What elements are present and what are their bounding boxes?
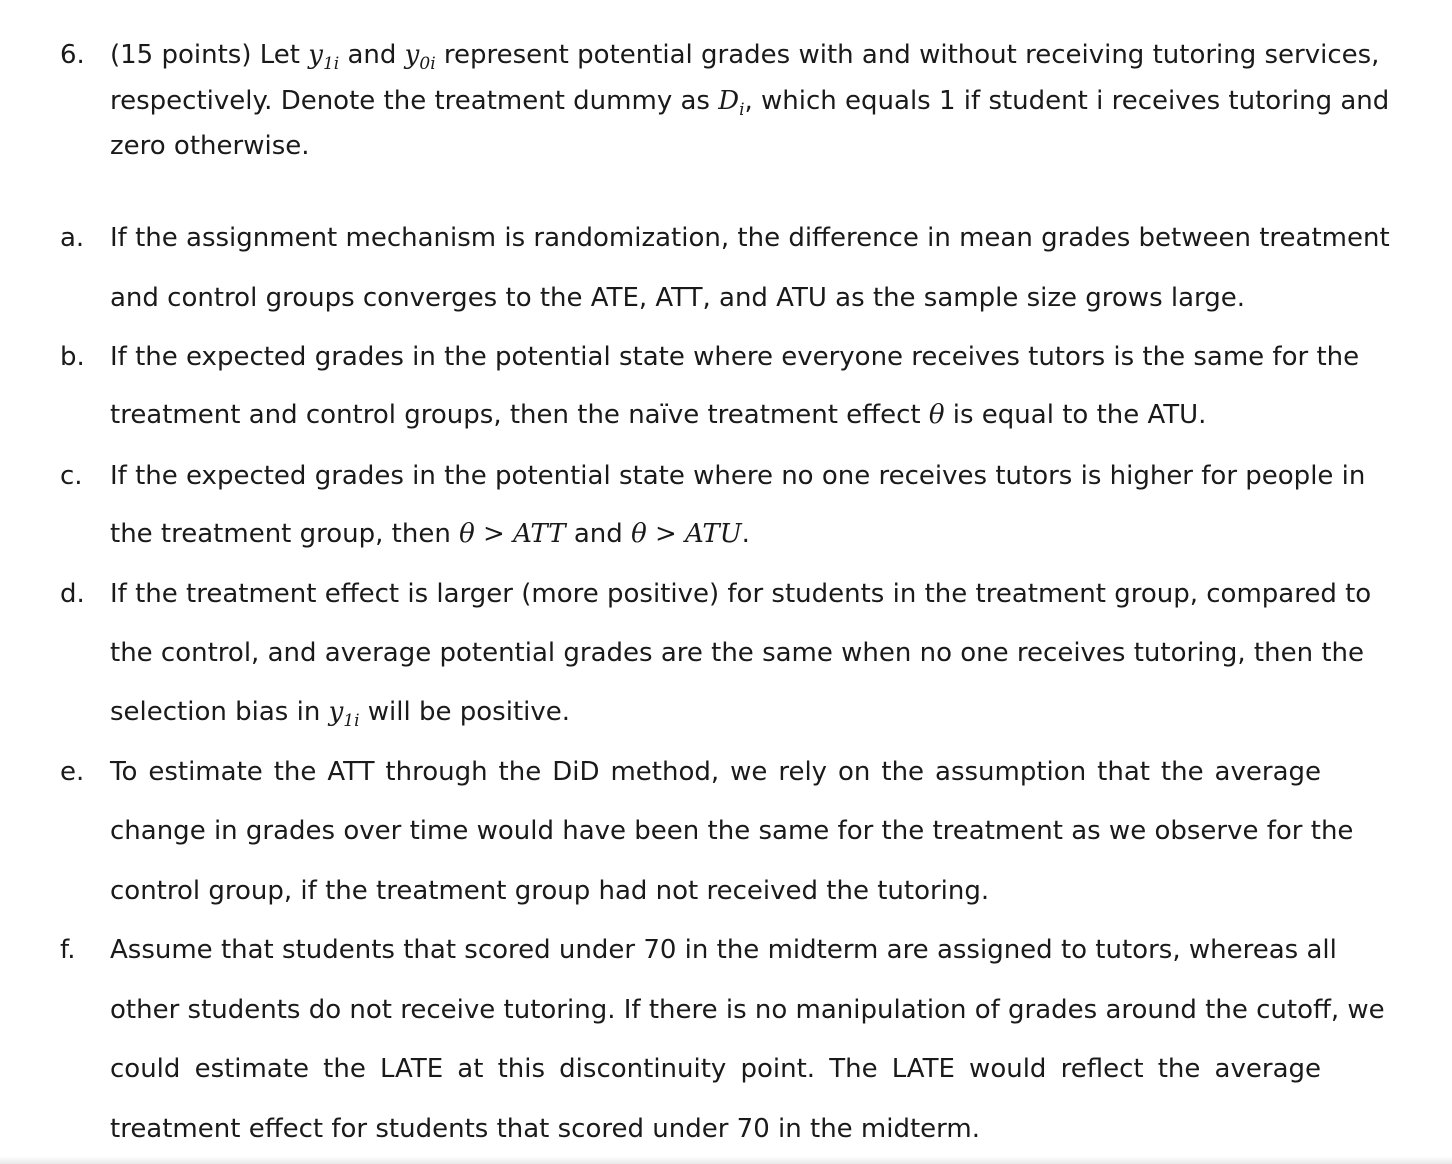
math-atu: ATU bbox=[685, 519, 742, 549]
item-label-f: f. bbox=[60, 935, 76, 965]
item-a-line-1: If the assignment mechanism is randomization, the difference in mean grades between treatment bbox=[110, 223, 1390, 253]
page-bottom-shadow bbox=[0, 1156, 1452, 1164]
item-label-c: c. bbox=[60, 461, 83, 491]
item-a-line-2: and control groups converges to the ATE, ATT, and ATU as the sample size grows large. bbox=[110, 283, 1246, 313]
question-line-2 bbox=[110, 84, 1390, 120]
math-di: $D_i$ bbox=[718, 86, 745, 120]
item-f-line-1: Assume that students that scored under 70 in the midterm are assigned to tutors, whereas all bbox=[110, 935, 1337, 965]
question-line-3: zero otherwise. bbox=[110, 131, 310, 161]
item-c-line-2: the treatment group, then θ > ATT and θ > ATU. bbox=[110, 519, 750, 549]
item-f-line-4: treatment effect for students that scored under 70 in the midterm. bbox=[110, 1114, 980, 1144]
item-d-line-1: If the treatment effect is larger (more positive) for students in the treatment group, compared to bbox=[110, 579, 1372, 609]
item-f-line-3: could estimate the LATE at this discontinuity point. The LATE would reflect the average bbox=[110, 1054, 1321, 1084]
math-theta: θ bbox=[928, 400, 945, 430]
question-text: (15 points) Let bbox=[110, 40, 309, 70]
math-gt: > bbox=[483, 519, 505, 549]
math-att: ATT bbox=[513, 519, 566, 549]
item-d-line-2: the control, and average potential grades are the same when no one receives tutoring, then the bbox=[110, 638, 1365, 668]
math-gt: > bbox=[654, 519, 677, 549]
item-label-d: d. bbox=[60, 579, 85, 609]
question-text: respectively. Denote the treatment dummy as bbox=[110, 86, 719, 116]
question-text: represent potential grades with and without receiving tutoring services, bbox=[443, 40, 1380, 70]
item-e-line-3: control group, if the treatment group had not received the tutoring. bbox=[110, 876, 990, 906]
item-label-b: b. bbox=[60, 342, 85, 372]
question-text: and bbox=[347, 40, 405, 70]
item-e-line-2: change in grades over time would have been the same for the treatment as we observe for the bbox=[110, 816, 1354, 846]
item-f-line-2: other students do not receive tutoring. If there is no manipulation of grades around the cutoff, we bbox=[110, 995, 1385, 1025]
item-e-line-1: To estimate the ATT through the DiD method, we rely on the assumption that the average bbox=[110, 757, 1321, 787]
math-y0i: $y_{0i}$ bbox=[404, 40, 436, 74]
math-y1i: $y_{1i}$ bbox=[308, 40, 340, 74]
item-c-line-1: If the expected grades in the potential state where no one receives tutors is higher for people in bbox=[110, 461, 1366, 491]
item-label-a: a. bbox=[60, 223, 85, 253]
item-d-line-3: selection bias in $y_{1i}$ will be positive. bbox=[110, 697, 571, 731]
math-theta: θ bbox=[459, 519, 475, 549]
question-number: 6. bbox=[60, 40, 85, 70]
item-b-line-1: If the expected grades in the potential state where everyone receives tutors is the same for the bbox=[110, 342, 1360, 372]
item-label-e: e. bbox=[60, 757, 85, 787]
math-theta: θ bbox=[631, 519, 647, 549]
math-y1i: $y_{1i}$ bbox=[328, 697, 360, 731]
item-b-line-2: treatment and control groups, then the naïve treatment effect θ is equal to the ATU. bbox=[110, 400, 1207, 430]
question-text: , which equals 1 if student i receives tutoring and bbox=[744, 86, 1390, 116]
question-line-1 bbox=[110, 38, 1380, 74]
